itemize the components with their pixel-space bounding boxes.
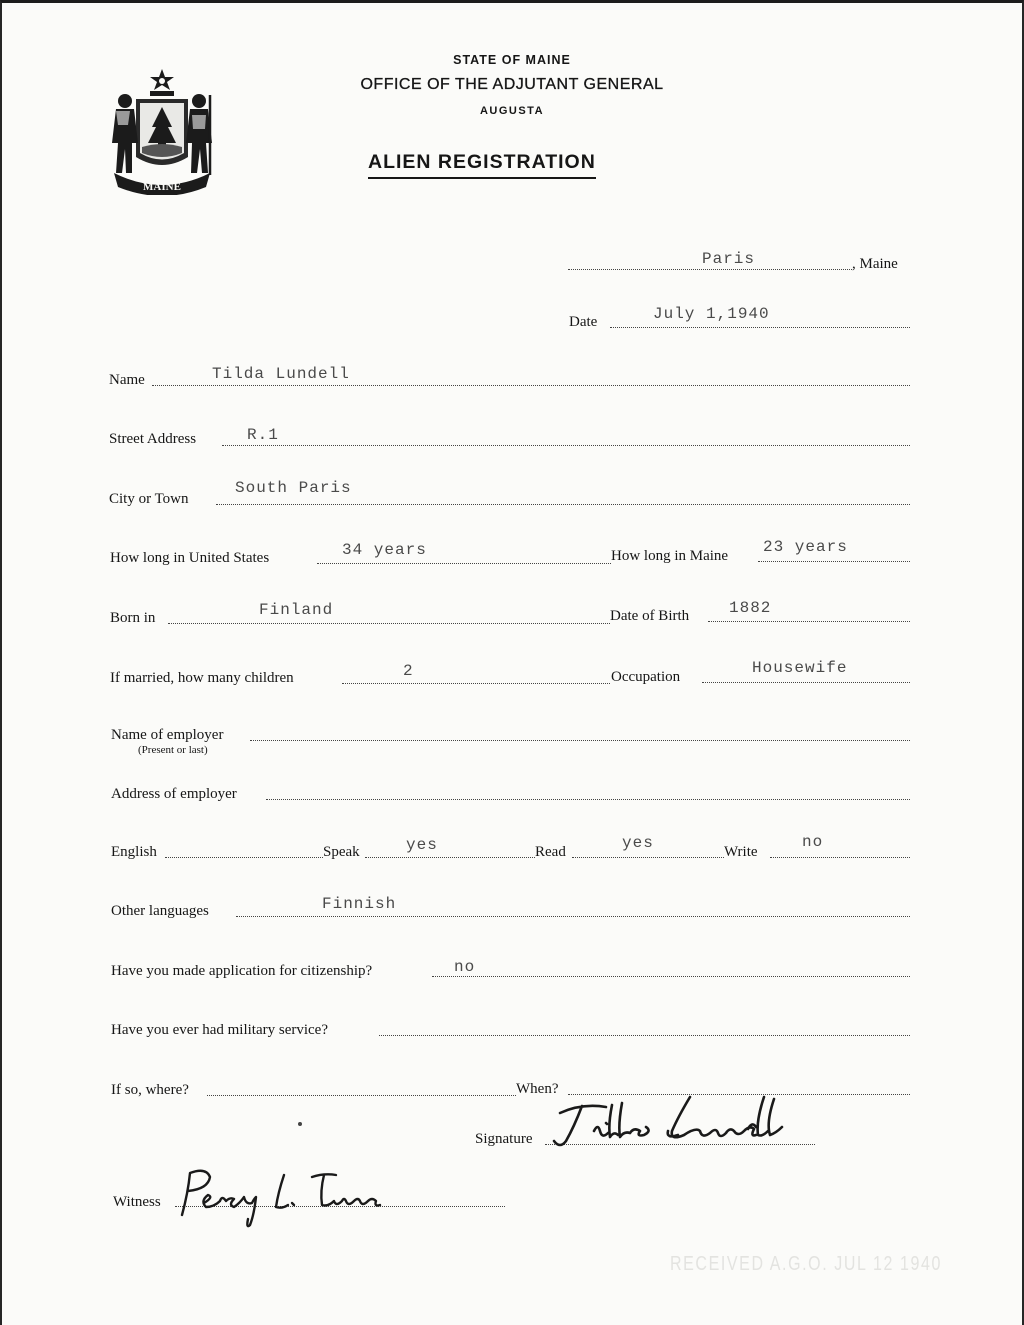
other-languages-label: Other languages: [111, 903, 209, 919]
us-duration-line: [317, 563, 611, 564]
when-label: When?: [516, 1081, 559, 1097]
date-value: July 1,1940: [653, 305, 770, 323]
born-in-value: Finland: [259, 601, 334, 619]
us-duration-label: How long in United States: [110, 550, 270, 566]
speak-label: Speak: [323, 844, 360, 860]
employer-label: Name of employer: [111, 727, 224, 743]
city-line: [216, 504, 910, 505]
street-label: Street Address: [109, 431, 197, 447]
citizenship-label: Have you made application for citizenship?: [111, 963, 373, 979]
write-value: no: [802, 833, 824, 851]
where-line: [207, 1095, 516, 1096]
witness-label: Witness: [113, 1194, 161, 1210]
children-label: If married, how many children: [110, 670, 294, 686]
employer-sublabel: (Present or last): [138, 744, 208, 756]
place-value: Paris: [702, 250, 756, 268]
date-label: Date: [569, 314, 598, 330]
speak-value: yes: [406, 836, 438, 854]
english-label: English: [111, 844, 157, 860]
other-languages-line: [236, 916, 910, 917]
signature-label: Signature: [475, 1131, 533, 1147]
name-line: [152, 385, 910, 386]
english-line: [165, 857, 323, 858]
maine-duration-label: How long in Maine: [611, 548, 729, 564]
dob-value: 1882: [729, 599, 772, 617]
maine-seal-emblem: [106, 65, 218, 195]
write-line: [770, 857, 910, 858]
street-value: R.1: [247, 426, 279, 444]
born-in-line: [168, 623, 610, 624]
witness-signature: [174, 1163, 404, 1231]
children-value: 2: [403, 662, 414, 680]
occupation-line: [702, 682, 910, 683]
dob-line: [708, 621, 910, 622]
us-duration-value: 34 years: [342, 541, 427, 559]
maine-duration-value: 23 years: [763, 538, 848, 556]
where-label: If so, where?: [111, 1082, 189, 1098]
employer-address-label: Address of employer: [111, 786, 237, 802]
speak-line: [365, 857, 535, 858]
applicant-signature: [550, 1091, 850, 1153]
ink-speck: [298, 1122, 302, 1126]
military-line: [379, 1035, 910, 1036]
occupation-value: Housewife: [752, 659, 848, 677]
place-suffix: , Maine: [852, 256, 898, 272]
received-stamp: RECEIVED A.G.O. JUL 12 1940: [670, 1253, 943, 1275]
occupation-label: Occupation: [611, 669, 681, 685]
date-line: [610, 327, 910, 328]
name-value: Tilda Lundell: [212, 365, 350, 383]
city-label: City or Town: [109, 491, 189, 507]
citizenship-line: [432, 976, 910, 977]
city-heading: AUGUSTA: [479, 105, 545, 117]
citizenship-value: no: [454, 958, 476, 976]
write-label: Write: [724, 844, 758, 860]
city-value: South Paris: [235, 479, 352, 497]
read-line: [572, 857, 724, 858]
other-languages-value: Finnish: [322, 895, 397, 913]
form-title: ALIEN REGISTRATION: [368, 151, 596, 179]
military-label: Have you ever had military service?: [111, 1022, 328, 1038]
children-line: [342, 683, 610, 684]
read-label: Read: [535, 844, 566, 860]
read-value: yes: [622, 834, 654, 852]
office-heading: OFFICE OF THE ADJUTANT GENERAL: [360, 76, 664, 93]
street-line: [222, 445, 910, 446]
state-heading: STATE OF MAINE: [453, 53, 571, 67]
name-label: Name: [109, 372, 145, 388]
place-line: [568, 269, 852, 270]
maine-duration-line: [758, 561, 910, 562]
born-in-label: Born in: [110, 610, 156, 626]
seal-banner-text: MAINE: [143, 181, 181, 193]
dob-label: Date of Birth: [610, 608, 690, 624]
employer-address-line: [266, 799, 910, 800]
employer-line: [250, 740, 910, 741]
